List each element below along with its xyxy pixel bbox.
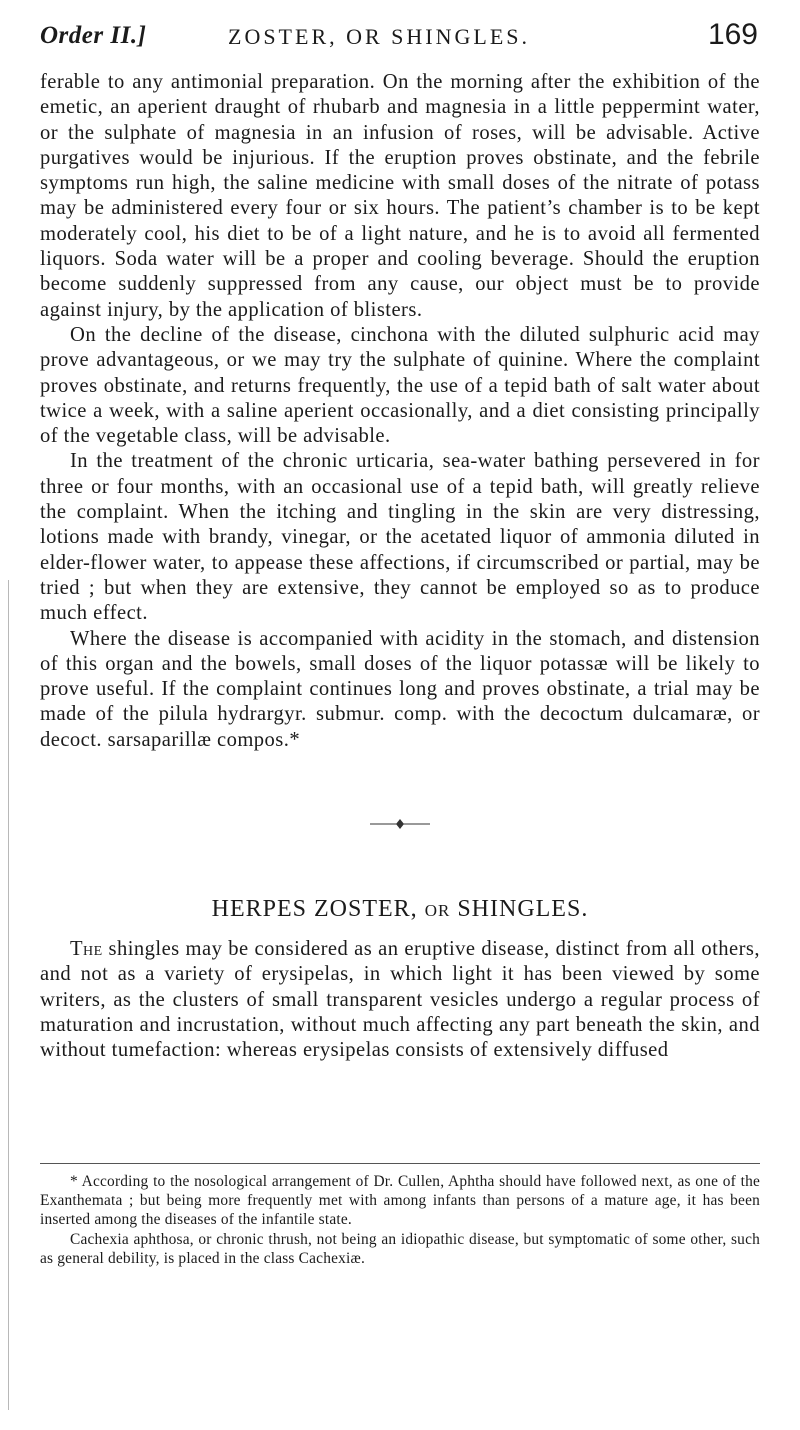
paragraph-2: On the decline of the disease, cinchona with the diluted sulphuric acid may prove advantageous, or we may try the sulphate of quinine. Where the complaint proves obstinate, and returns frequently, the use of a tepid bath of salt water about twice a week, with a saline aperient occasionally, and a diet consisting principally of the vegetable class, will be advisable.	[40, 323, 760, 448]
paragraph-3: In the treatment of the chronic urticaria, sea-water bathing persevered in for three or four months, with an occasional use of a tepid bath, will greatly relieve the complaint. When the itching and tingling in the skin are very distressing, lotions made with brandy, vinegar, or the acetated liquor of ammonia diluted in elder-flower water, to appease these affections, if circumscribed or partial, may be tried ; but when they are extensive, they cannot be employed so as to produce much effect.	[40, 450, 760, 625]
footnote-2: Cachexia aphthosa, or chronic thrush, not being an idiopathic disease, but symptomatic of some other, such as general debility, is placed in the class Cachexiæ.	[40, 1230, 760, 1267]
heading-main: HERPES ZOSTER,	[211, 896, 418, 922]
section-paragraph	[40, 937, 760, 1063]
order-label: Order II.]	[40, 22, 147, 49]
heading-or: OR	[424, 901, 451, 920]
section-heading	[40, 896, 760, 923]
section-body-text: shingles may be considered as an eruptive disease, distinct from all others, and not as a variety of erysipelas, in which light it has been viewed by some writers, as the clusters of small transparent vesicles undergo a regular process of maturation and incrustation, without much affecting any part beneath the skin, and without tumefaction: whereas erysipelas consists of extensively diffused	[40, 938, 760, 1062]
paragraph-4: Where the disease is accompanied with acidity in the stomach, and distension of this organ and the bowels, small doses of the liquor potassæ will be likely to prove useful. If the complaint continues long and proves obstinate, a trial may be made of the pilula hydrargyr. submur. comp. with the decoctum dulcamaræ, or decoct. sarsaparillæ compos.*	[40, 627, 760, 751]
gutter-shadow-line	[8, 580, 9, 1410]
main-text-block	[40, 70, 760, 753]
heading-end: SHINGLES.	[457, 896, 589, 922]
footnote-divider	[40, 1163, 760, 1164]
section-text-block	[40, 937, 760, 1063]
page-number: 169	[707, 18, 758, 51]
running-header	[40, 14, 758, 58]
section-lead-word: The	[70, 938, 103, 960]
section-divider-ornament	[370, 818, 430, 830]
footnotes-block	[40, 1172, 760, 1268]
paragraph-1: ferable to any antimonial preparation. On the morning after the exhibition of the emetic, an aperient draught of rhubarb and magnesia in a little peppermint water, or the sulphate of magnesia in an infusion of roses, will be advisable. Active purgatives would be injurious. If the eruption proves obstinate, and the febrile symptoms run high, the saline medicine with small doses of the nitrate of potass may be administered every four or six hours. The patient’s chamber is to be kept moderately cool, his diet to be of a light nature, and he is to avoid all fermented liquors. Soda water will be a proper and cooling beverage. Should the eruption become suddenly suppressed from any cause, our object must be to provide against injury, by the application of blisters.	[40, 71, 760, 321]
footnote-1: * According to the nosological arrangement of Dr. Cullen, Aphtha should have followed next, as one of the Exanthemata ; but being more frequently met with among infants than persons of a mature age, it has been inserted among the diseases of the infantile state.	[40, 1173, 760, 1229]
running-title: ZOSTER, OR SHINGLES.	[228, 24, 531, 49]
